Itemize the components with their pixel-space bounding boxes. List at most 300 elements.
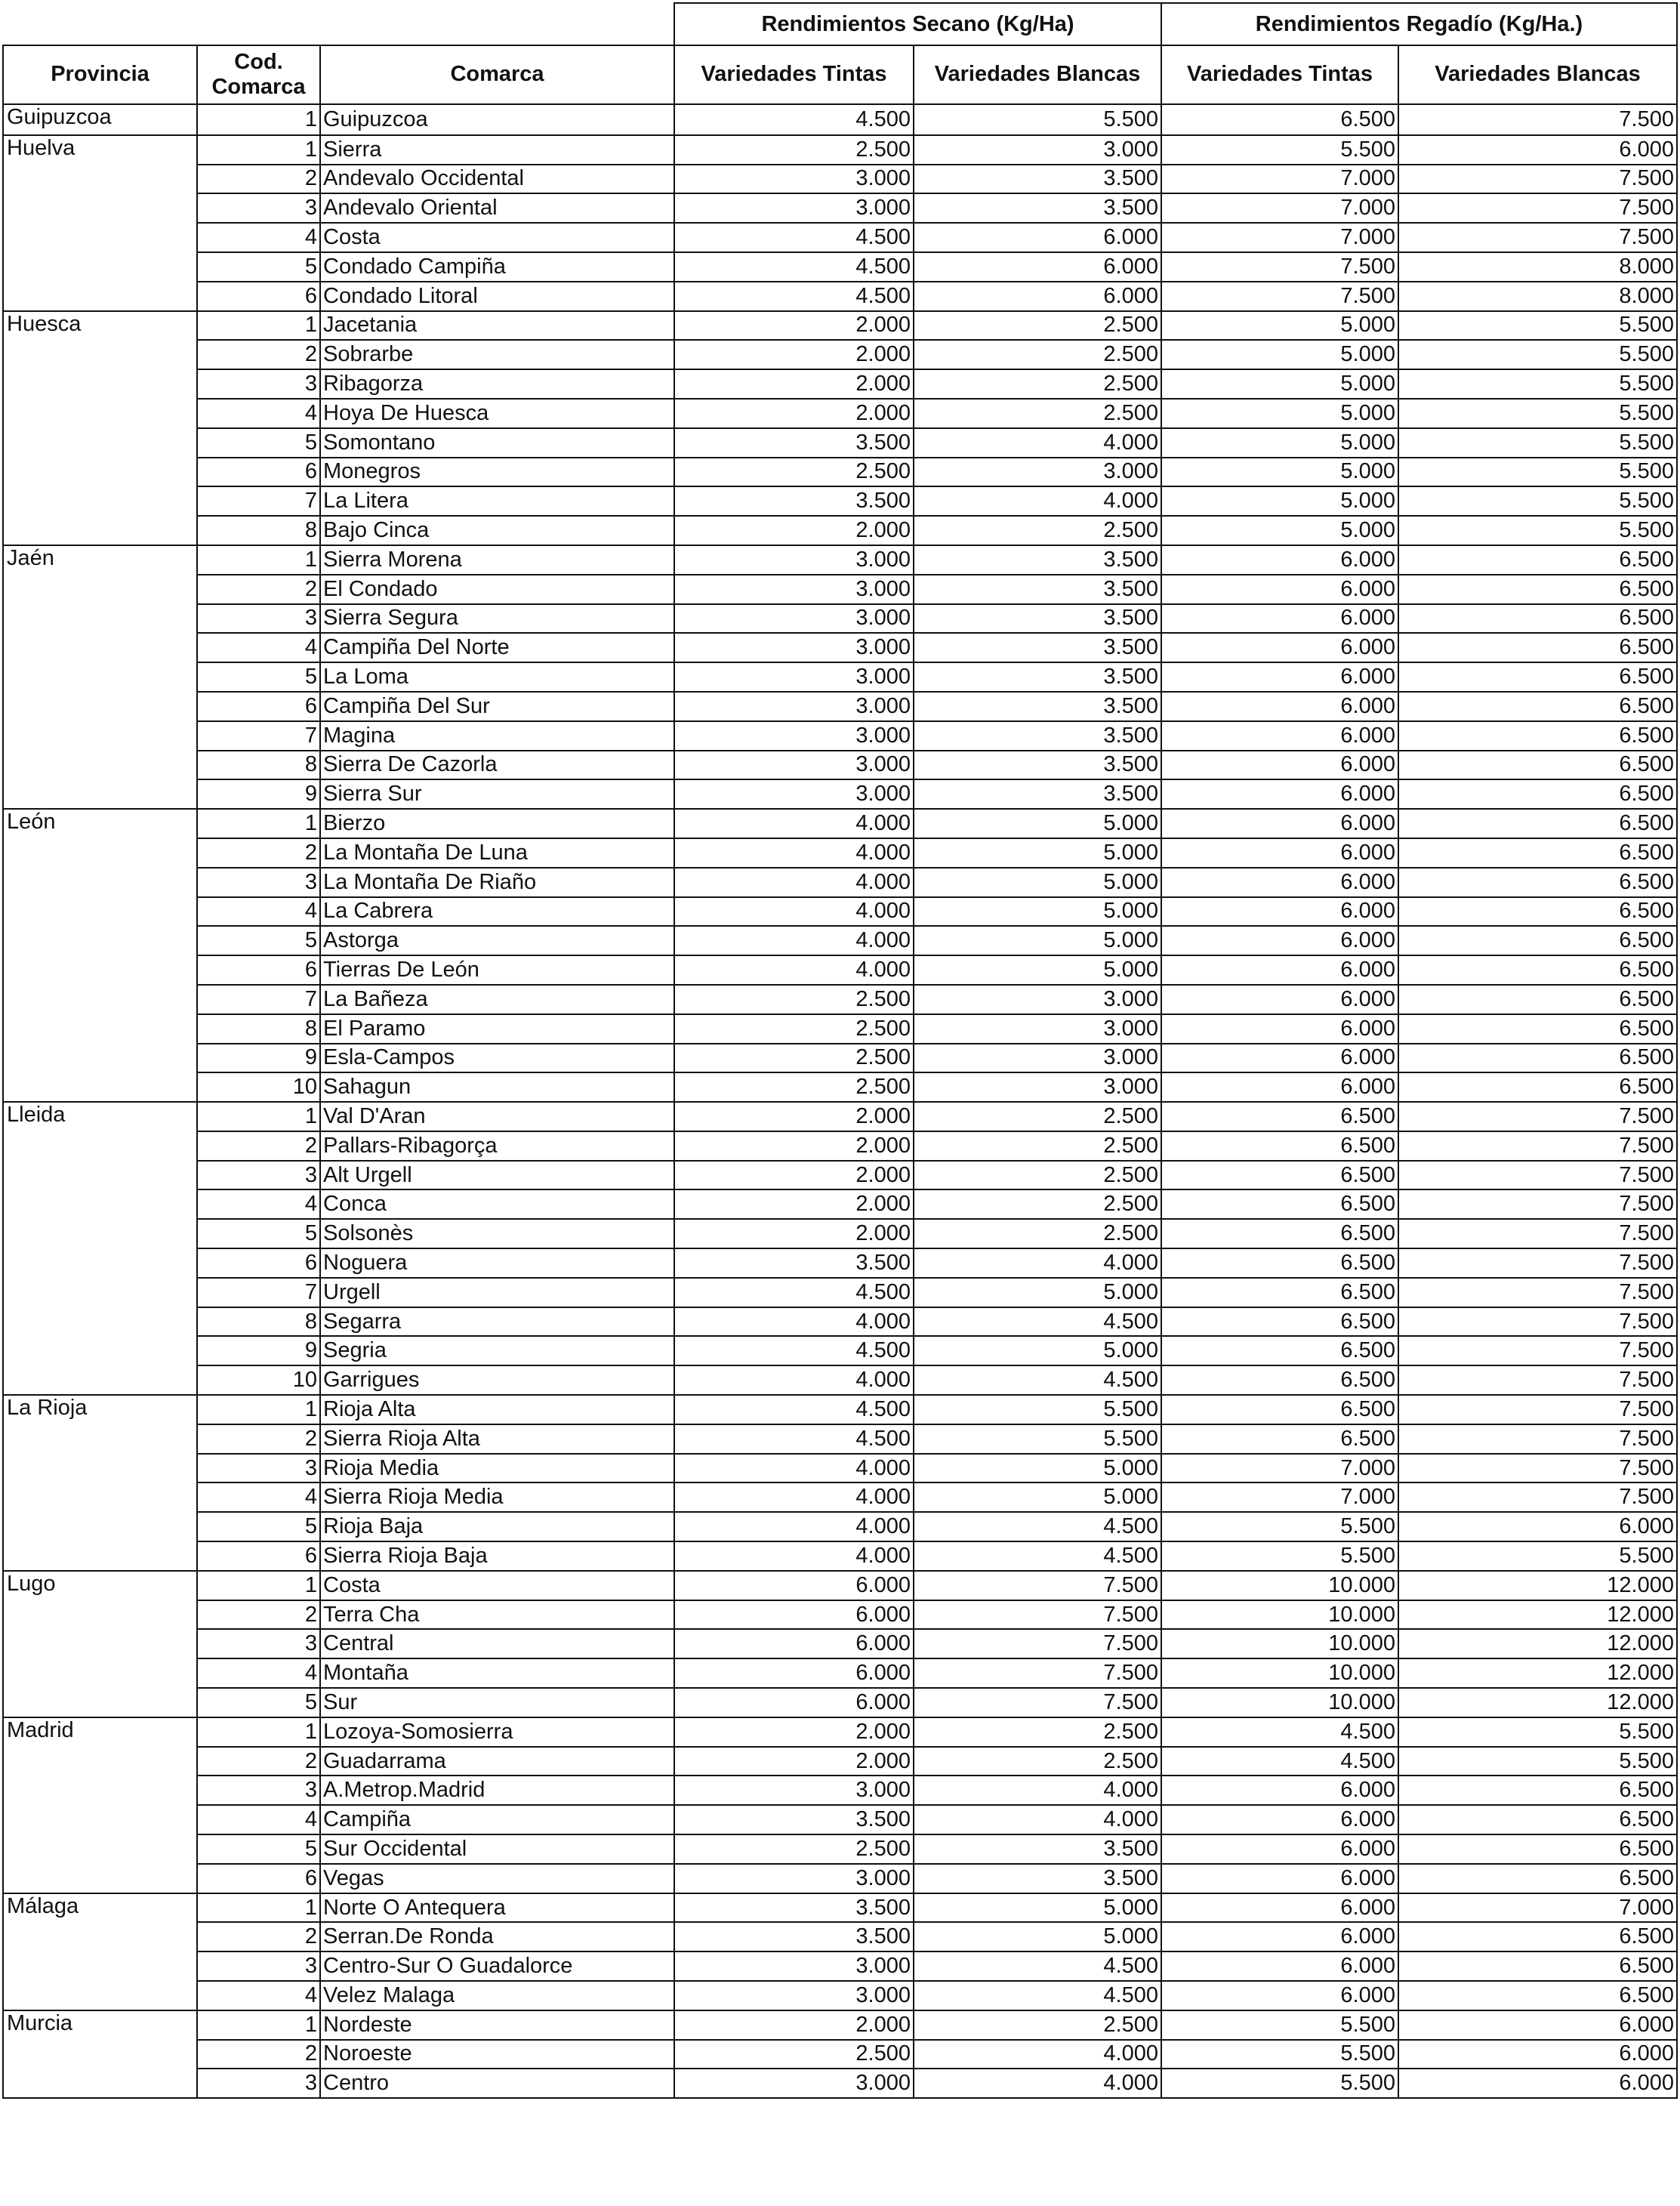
- cell-regadio-tintas: 6.000: [1161, 1805, 1398, 1834]
- cell-cod-comarca: 5: [197, 662, 320, 692]
- cell-secano-blancas: 3.000: [914, 985, 1161, 1014]
- cell-secano-blancas: 7.500: [914, 1571, 1161, 1600]
- cell-regadio-blancas: 6.500: [1398, 662, 1677, 692]
- cell-secano-tintas: 3.500: [674, 1922, 914, 1951]
- cell-secano-tintas: 2.500: [674, 1072, 914, 1102]
- cell-secano-blancas: 3.500: [914, 575, 1161, 604]
- cell-comarca: Garrigues: [320, 1365, 674, 1395]
- table-row: [3, 1131, 1677, 1161]
- cell-cod-comarca: 4: [197, 223, 320, 252]
- cell-regadio-blancas: 6.500: [1398, 1864, 1677, 1893]
- cell-secano-tintas: 2.500: [674, 1834, 914, 1864]
- cell-secano-blancas: 2.500: [914, 2010, 1161, 2040]
- cell-regadio-blancas: 7.500: [1398, 1482, 1677, 1512]
- cell-cod-comarca: 3: [197, 2069, 320, 2098]
- cell-cod-comarca: 2: [197, 340, 320, 369]
- cell-comarca: Jacetania: [320, 311, 674, 341]
- cell-cod-comarca: 1: [197, 104, 320, 135]
- table-row: [3, 252, 1677, 282]
- cell-comarca: Rioja Alta: [320, 1395, 674, 1424]
- cell-comarca: Urgell: [320, 1278, 674, 1307]
- cell-comarca: Costa: [320, 223, 674, 252]
- cell-secano-blancas: 5.000: [914, 809, 1161, 838]
- cell-secano-tintas: 2.000: [674, 311, 914, 341]
- cell-comarca: Terra Cha: [320, 1600, 674, 1630]
- cell-secano-tintas: 2.000: [674, 1131, 914, 1161]
- cell-regadio-tintas: 10.000: [1161, 1571, 1398, 1600]
- cell-secano-blancas: 3.500: [914, 165, 1161, 194]
- col-header-regadio-blancas: Variedades Blancas: [1398, 45, 1677, 104]
- cell-comarca: Noroeste: [320, 2040, 674, 2069]
- cell-cod-comarca: 9: [197, 1044, 320, 1073]
- cell-provincia: Lleida: [3, 1102, 197, 1395]
- cell-secano-tintas: 2.000: [674, 2010, 914, 2040]
- cell-regadio-tintas: 10.000: [1161, 1600, 1398, 1630]
- cell-cod-comarca: 5: [197, 1688, 320, 1717]
- cell-regadio-tintas: 6.000: [1161, 1776, 1398, 1805]
- table-row: [3, 838, 1677, 868]
- cell-secano-tintas: 4.000: [674, 926, 914, 955]
- table-row: [3, 868, 1677, 897]
- table-row: [3, 1629, 1677, 1658]
- cell-regadio-blancas: 7.500: [1398, 1189, 1677, 1219]
- cell-secano-blancas: 3.500: [914, 1864, 1161, 1893]
- cell-regadio-tintas: 6.000: [1161, 692, 1398, 721]
- cell-comarca: Velez Malaga: [320, 1981, 674, 2010]
- cell-secano-blancas: 5.000: [914, 1893, 1161, 1923]
- cell-secano-tintas: 2.500: [674, 985, 914, 1014]
- cell-provincia: Murcia: [3, 2010, 197, 2098]
- cell-regadio-blancas: 7.500: [1398, 1424, 1677, 1454]
- table-row: [3, 458, 1677, 487]
- cell-regadio-blancas: 5.500: [1398, 399, 1677, 428]
- cell-regadio-blancas: 12.000: [1398, 1688, 1677, 1717]
- cell-comarca: A.Metrop.Madrid: [320, 1776, 674, 1805]
- cell-regadio-blancas: 6.500: [1398, 1072, 1677, 1102]
- cell-cod-comarca: 10: [197, 1072, 320, 1102]
- cell-regadio-tintas: 5.000: [1161, 428, 1398, 458]
- table-row: [3, 193, 1677, 223]
- cell-regadio-blancas: 5.500: [1398, 1541, 1677, 1571]
- table-row: [3, 1805, 1677, 1834]
- cell-comarca: Centro: [320, 2069, 674, 2098]
- table-row: [3, 662, 1677, 692]
- cell-secano-tintas: 3.000: [674, 692, 914, 721]
- col-header-secano-tintas: Variedades Tintas: [674, 45, 914, 104]
- table-row: [3, 1747, 1677, 1776]
- cell-comarca: Serran.De Ronda: [320, 1922, 674, 1951]
- cell-regadio-blancas: 7.500: [1398, 1454, 1677, 1483]
- col-header-regadio-tintas: Variedades Tintas: [1161, 45, 1398, 104]
- table-row: [3, 282, 1677, 311]
- cell-regadio-blancas: 7.000: [1398, 1893, 1677, 1923]
- cell-comarca: Magina: [320, 721, 674, 751]
- cell-regadio-tintas: 5.000: [1161, 399, 1398, 428]
- table-row: [3, 369, 1677, 399]
- cell-regadio-blancas: 5.500: [1398, 516, 1677, 545]
- cell-secano-blancas: 2.500: [914, 516, 1161, 545]
- table-row: [3, 926, 1677, 955]
- cell-cod-comarca: 2: [197, 2040, 320, 2069]
- cell-regadio-tintas: 5.500: [1161, 1541, 1398, 1571]
- cell-comarca: Val D'Aran: [320, 1102, 674, 1131]
- cell-secano-tintas: 6.000: [674, 1658, 914, 1688]
- cell-secano-blancas: 4.000: [914, 1248, 1161, 1278]
- cell-secano-tintas: 3.000: [674, 779, 914, 809]
- cell-regadio-blancas: 6.500: [1398, 751, 1677, 780]
- cell-regadio-tintas: 6.000: [1161, 1044, 1398, 1073]
- cell-regadio-tintas: 6.500: [1161, 1336, 1398, 1365]
- table-row: [3, 721, 1677, 751]
- table-row: [3, 545, 1677, 575]
- cell-secano-tintas: 3.000: [674, 193, 914, 223]
- cell-secano-tintas: 3.500: [674, 428, 914, 458]
- cell-secano-blancas: 2.500: [914, 1131, 1161, 1161]
- cell-secano-blancas: 2.500: [914, 1717, 1161, 1747]
- cell-secano-tintas: 4.500: [674, 252, 914, 282]
- table-row: [3, 135, 1677, 165]
- cell-secano-blancas: 3.000: [914, 458, 1161, 487]
- cell-regadio-tintas: 6.500: [1161, 1161, 1398, 1190]
- cell-regadio-blancas: 7.500: [1398, 1365, 1677, 1395]
- cell-cod-comarca: 4: [197, 1482, 320, 1512]
- cell-secano-tintas: 6.000: [674, 1571, 914, 1600]
- cell-secano-tintas: 4.000: [674, 809, 914, 838]
- cell-secano-blancas: 3.500: [914, 721, 1161, 751]
- cell-secano-tintas: 2.500: [674, 2040, 914, 2069]
- cell-provincia: Málaga: [3, 1893, 197, 2010]
- cell-regadio-blancas: 6.500: [1398, 721, 1677, 751]
- cell-cod-comarca: 6: [197, 458, 320, 487]
- table-row: [3, 1336, 1677, 1365]
- cell-secano-blancas: 4.000: [914, 486, 1161, 516]
- cell-regadio-blancas: 6.500: [1398, 692, 1677, 721]
- cell-regadio-tintas: 5.000: [1161, 458, 1398, 487]
- table-row: [3, 1482, 1677, 1512]
- table-row: [3, 1014, 1677, 1044]
- table-row: [3, 1541, 1677, 1571]
- cell-secano-blancas: 4.000: [914, 2069, 1161, 2098]
- cell-comarca: Sierra Rioja Alta: [320, 1424, 674, 1454]
- cell-regadio-tintas: 6.500: [1161, 1248, 1398, 1278]
- cell-cod-comarca: 2: [197, 1922, 320, 1951]
- cell-regadio-tintas: 7.500: [1161, 252, 1398, 282]
- cell-secano-tintas: 4.000: [674, 1365, 914, 1395]
- cell-cod-comarca: 8: [197, 1307, 320, 1337]
- cell-regadio-blancas: 7.500: [1398, 1307, 1677, 1337]
- cell-secano-blancas: 2.500: [914, 1219, 1161, 1248]
- cell-cod-comarca: 1: [197, 135, 320, 165]
- cell-secano-blancas: 3.000: [914, 135, 1161, 165]
- cell-cod-comarca: 4: [197, 1189, 320, 1219]
- cell-secano-blancas: 3.500: [914, 751, 1161, 780]
- cell-comarca: La Bañeza: [320, 985, 674, 1014]
- cell-regadio-blancas: 7.500: [1398, 1336, 1677, 1365]
- cell-regadio-blancas: 7.500: [1398, 1248, 1677, 1278]
- cell-secano-tintas: 2.000: [674, 1747, 914, 1776]
- cell-cod-comarca: 3: [197, 193, 320, 223]
- cell-regadio-blancas: 6.500: [1398, 926, 1677, 955]
- cell-regadio-tintas: 6.000: [1161, 868, 1398, 897]
- cell-regadio-tintas: 5.500: [1161, 135, 1398, 165]
- cell-comarca: La Litera: [320, 486, 674, 516]
- cell-comarca: Rioja Baja: [320, 1512, 674, 1541]
- cell-secano-blancas: 3.500: [914, 193, 1161, 223]
- cell-comarca: La Montaña De Luna: [320, 838, 674, 868]
- table-row: [3, 809, 1677, 838]
- cell-regadio-tintas: 6.000: [1161, 604, 1398, 634]
- table-row: [3, 399, 1677, 428]
- cell-cod-comarca: 7: [197, 721, 320, 751]
- cell-regadio-tintas: 5.000: [1161, 516, 1398, 545]
- cell-secano-blancas: 4.000: [914, 1776, 1161, 1805]
- table-row: [3, 340, 1677, 369]
- cell-regadio-tintas: 6.000: [1161, 779, 1398, 809]
- table-row: [3, 1512, 1677, 1541]
- cell-comarca: Somontano: [320, 428, 674, 458]
- cell-secano-tintas: 3.000: [674, 165, 914, 194]
- cell-cod-comarca: 10: [197, 1365, 320, 1395]
- cell-regadio-blancas: 12.000: [1398, 1600, 1677, 1630]
- cell-secano-blancas: 3.000: [914, 1044, 1161, 1073]
- cell-regadio-tintas: 10.000: [1161, 1688, 1398, 1717]
- cell-secano-tintas: 3.000: [674, 1951, 914, 1981]
- cell-regadio-blancas: 6.000: [1398, 2040, 1677, 2069]
- cell-regadio-tintas: 5.500: [1161, 2040, 1398, 2069]
- cell-secano-blancas: 5.000: [914, 926, 1161, 955]
- cell-cod-comarca: 7: [197, 486, 320, 516]
- cell-comarca: Sierra De Cazorla: [320, 751, 674, 780]
- cell-comarca: Condado Campiña: [320, 252, 674, 282]
- cell-cod-comarca: 1: [197, 809, 320, 838]
- cell-secano-tintas: 4.000: [674, 1541, 914, 1571]
- cell-regadio-tintas: 6.500: [1161, 104, 1398, 135]
- cell-cod-comarca: 8: [197, 1014, 320, 1044]
- cell-secano-tintas: 3.000: [674, 721, 914, 751]
- cell-secano-tintas: 2.000: [674, 1219, 914, 1248]
- cell-secano-tintas: 6.000: [674, 1688, 914, 1717]
- table-row: [3, 1248, 1677, 1278]
- cell-regadio-tintas: 6.500: [1161, 1189, 1398, 1219]
- cell-comarca: Sierra: [320, 135, 674, 165]
- cell-comarca: Condado Litoral: [320, 282, 674, 311]
- cell-cod-comarca: 7: [197, 1278, 320, 1307]
- cell-secano-tintas: 2.000: [674, 1161, 914, 1190]
- cell-regadio-blancas: 6.500: [1398, 1951, 1677, 1981]
- cell-regadio-tintas: 6.000: [1161, 633, 1398, 662]
- cell-comarca: El Paramo: [320, 1014, 674, 1044]
- cell-secano-blancas: 4.500: [914, 1981, 1161, 2010]
- cell-cod-comarca: 6: [197, 282, 320, 311]
- cell-comarca: Bierzo: [320, 809, 674, 838]
- cell-regadio-blancas: 6.500: [1398, 633, 1677, 662]
- cell-secano-tintas: 3.000: [674, 545, 914, 575]
- cell-cod-comarca: 6: [197, 1541, 320, 1571]
- cell-secano-tintas: 4.500: [674, 223, 914, 252]
- cell-regadio-tintas: 4.500: [1161, 1747, 1398, 1776]
- cell-secano-tintas: 4.000: [674, 955, 914, 985]
- cell-comarca: Andevalo Oriental: [320, 193, 674, 223]
- cell-cod-comarca: 4: [197, 897, 320, 927]
- cell-secano-blancas: 2.500: [914, 311, 1161, 341]
- cell-cod-comarca: 2: [197, 1600, 320, 1630]
- cell-regadio-tintas: 5.500: [1161, 2069, 1398, 2098]
- table-row: [3, 2010, 1677, 2040]
- cell-comarca: Andevalo Occidental: [320, 165, 674, 194]
- cell-secano-blancas: 2.500: [914, 1102, 1161, 1131]
- cell-secano-tintas: 3.500: [674, 1893, 914, 1923]
- cell-comarca: Astorga: [320, 926, 674, 955]
- cell-secano-tintas: 2.000: [674, 516, 914, 545]
- cell-cod-comarca: 2: [197, 1747, 320, 1776]
- cell-secano-blancas: 6.000: [914, 223, 1161, 252]
- cell-regadio-blancas: 7.500: [1398, 1278, 1677, 1307]
- cell-comarca: Sobrarbe: [320, 340, 674, 369]
- cell-regadio-blancas: 6.500: [1398, 1834, 1677, 1864]
- cell-secano-tintas: 3.000: [674, 1864, 914, 1893]
- cell-secano-tintas: 4.500: [674, 1424, 914, 1454]
- cell-secano-tintas: 4.000: [674, 897, 914, 927]
- cell-regadio-blancas: 5.500: [1398, 428, 1677, 458]
- cell-regadio-blancas: 5.500: [1398, 340, 1677, 369]
- cell-regadio-tintas: 6.000: [1161, 955, 1398, 985]
- cell-secano-blancas: 2.500: [914, 340, 1161, 369]
- cell-comarca: Ribagorza: [320, 369, 674, 399]
- cell-regadio-tintas: 6.500: [1161, 1307, 1398, 1337]
- cell-regadio-tintas: 6.000: [1161, 985, 1398, 1014]
- cell-regadio-blancas: 5.500: [1398, 369, 1677, 399]
- cell-provincia: La Rioja: [3, 1395, 197, 1571]
- table-row: [3, 1219, 1677, 1248]
- cell-regadio-blancas: 7.500: [1398, 1395, 1677, 1424]
- col-header-comarca: Comarca: [320, 45, 674, 104]
- cell-cod-comarca: 5: [197, 252, 320, 282]
- cell-secano-tintas: 4.000: [674, 838, 914, 868]
- cell-secano-tintas: 3.000: [674, 633, 914, 662]
- cell-regadio-tintas: 5.500: [1161, 1512, 1398, 1541]
- cell-comarca: El Condado: [320, 575, 674, 604]
- cell-secano-tintas: 3.000: [674, 662, 914, 692]
- cell-regadio-blancas: 5.500: [1398, 1747, 1677, 1776]
- cell-comarca: Vegas: [320, 1864, 674, 1893]
- table-row: [3, 779, 1677, 809]
- cell-regadio-tintas: 7.000: [1161, 193, 1398, 223]
- cell-secano-blancas: 6.000: [914, 282, 1161, 311]
- cell-regadio-tintas: 7.000: [1161, 223, 1398, 252]
- cell-secano-blancas: 2.500: [914, 1747, 1161, 1776]
- cell-comarca: La Montaña De Riaño: [320, 868, 674, 897]
- cell-regadio-blancas: 6.500: [1398, 1922, 1677, 1951]
- cell-comarca: Sierra Sur: [320, 779, 674, 809]
- cell-comarca: Campiña: [320, 1805, 674, 1834]
- cell-secano-blancas: 3.500: [914, 633, 1161, 662]
- table-body: [3, 104, 1677, 2098]
- cell-secano-blancas: 4.500: [914, 1512, 1161, 1541]
- cell-cod-comarca: 1: [197, 1893, 320, 1923]
- cell-regadio-tintas: 7.500: [1161, 282, 1398, 311]
- cell-secano-tintas: 3.000: [674, 1981, 914, 2010]
- cell-comarca: Central: [320, 1629, 674, 1658]
- cell-comarca: Segria: [320, 1336, 674, 1365]
- cell-cod-comarca: 5: [197, 1834, 320, 1864]
- cell-regadio-blancas: 7.500: [1398, 165, 1677, 194]
- cell-secano-blancas: 5.000: [914, 1922, 1161, 1951]
- cell-regadio-tintas: 6.000: [1161, 721, 1398, 751]
- cell-secano-blancas: 7.500: [914, 1688, 1161, 1717]
- yield-table: [2, 2, 1678, 2099]
- cell-regadio-blancas: 7.500: [1398, 193, 1677, 223]
- cell-regadio-blancas: 6.500: [1398, 1014, 1677, 1044]
- cell-secano-tintas: 2.500: [674, 135, 914, 165]
- cell-regadio-tintas: 10.000: [1161, 1629, 1398, 1658]
- cell-cod-comarca: 2: [197, 838, 320, 868]
- cell-regadio-tintas: 6.500: [1161, 1102, 1398, 1131]
- cell-cod-comarca: 9: [197, 779, 320, 809]
- cell-comarca: Nordeste: [320, 2010, 674, 2040]
- table-row: [3, 1424, 1677, 1454]
- cell-regadio-tintas: 4.500: [1161, 1717, 1398, 1747]
- cell-secano-blancas: 2.500: [914, 399, 1161, 428]
- cell-secano-tintas: 3.000: [674, 1776, 914, 1805]
- table-row: [3, 692, 1677, 721]
- cell-regadio-blancas: 7.500: [1398, 1219, 1677, 1248]
- table-row: [3, 1189, 1677, 1219]
- cell-secano-tintas: 2.000: [674, 369, 914, 399]
- cell-secano-blancas: 5.500: [914, 1424, 1161, 1454]
- table-row: [3, 1981, 1677, 2010]
- cell-cod-comarca: 1: [197, 311, 320, 341]
- table-row: [3, 1278, 1677, 1307]
- cell-secano-blancas: 5.500: [914, 104, 1161, 135]
- cell-secano-tintas: 3.000: [674, 751, 914, 780]
- table-row: [3, 1717, 1677, 1747]
- blank-corner: [3, 3, 674, 45]
- table-row: [3, 311, 1677, 341]
- cell-regadio-tintas: 7.000: [1161, 1482, 1398, 1512]
- cell-cod-comarca: 6: [197, 692, 320, 721]
- cell-secano-blancas: 6.000: [914, 252, 1161, 282]
- table-row: [3, 1600, 1677, 1630]
- table-row: [3, 1922, 1677, 1951]
- cell-secano-tintas: 2.000: [674, 1102, 914, 1131]
- cell-regadio-blancas: 12.000: [1398, 1658, 1677, 1688]
- cell-regadio-tintas: 6.000: [1161, 1922, 1398, 1951]
- cell-regadio-blancas: 5.500: [1398, 486, 1677, 516]
- cell-secano-tintas: 2.000: [674, 1189, 914, 1219]
- cell-regadio-blancas: 5.500: [1398, 311, 1677, 341]
- cell-comarca: Alt Urgell: [320, 1161, 674, 1190]
- cell-regadio-blancas: 8.000: [1398, 282, 1677, 311]
- table-row: [3, 1072, 1677, 1102]
- cell-cod-comarca: 8: [197, 516, 320, 545]
- cell-cod-comarca: 1: [197, 2010, 320, 2040]
- table-row: [3, 751, 1677, 780]
- cell-comarca: Segarra: [320, 1307, 674, 1337]
- cell-cod-comarca: 9: [197, 1336, 320, 1365]
- cell-secano-tintas: 3.500: [674, 1805, 914, 1834]
- cell-regadio-tintas: 6.000: [1161, 545, 1398, 575]
- cell-regadio-tintas: 6.000: [1161, 751, 1398, 780]
- cell-secano-tintas: 2.000: [674, 340, 914, 369]
- cell-secano-tintas: 3.000: [674, 604, 914, 634]
- cell-regadio-tintas: 6.000: [1161, 1834, 1398, 1864]
- col-header-secano-blancas: Variedades Blancas: [914, 45, 1161, 104]
- cell-secano-tintas: 3.500: [674, 486, 914, 516]
- table-row: [3, 955, 1677, 985]
- cell-secano-blancas: 5.500: [914, 1395, 1161, 1424]
- table-row: [3, 897, 1677, 927]
- cell-cod-comarca: 1: [197, 1395, 320, 1424]
